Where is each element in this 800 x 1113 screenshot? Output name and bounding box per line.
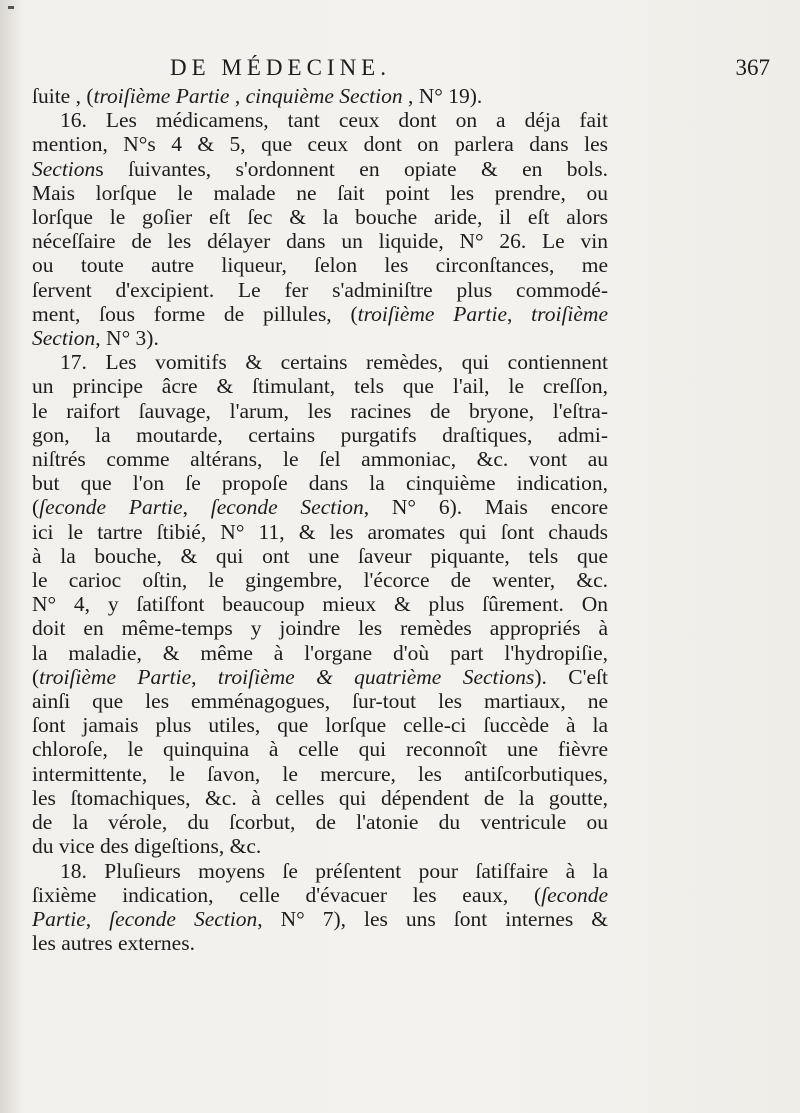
text-line: chloroſe, le quinquina à celle qui reconnoît une fièvre — [32, 737, 608, 762]
text-line: (ſeconde Partie, ſeconde Section, N° 6). Mais encore — [32, 495, 609, 520]
text-line: (troiſième Partie, troiſième & quatrième Sections). C'eſt — [32, 664, 608, 689]
text-line: Section, N° 3). — [32, 326, 159, 351]
text-line: ſixième indication, celle d'évacuer les eaux, (ſeconde — [32, 882, 608, 907]
text-line: ſont jamais plus utiles, que lorſque celle-ci ſuccède à la — [32, 713, 608, 738]
paragraph-continuation — [32, 84, 608, 108]
running-title: DE MÉDECINE. — [170, 55, 391, 80]
text-line — [32, 859, 608, 883]
text-line: ſervent d'excipient. Le fer s'adminiſtre plus commodé- — [32, 277, 608, 302]
text-line: ici le tartre ſtibié, N° 11, & les aromates qui ſont chauds — [32, 519, 608, 544]
text-line: le raifort ſauvage, l'arum, les racines de bryone, l'eſtra- — [32, 398, 608, 423]
text-line: néceſſaire de les délayer dans un liquide, N° 26. Le vin — [32, 229, 608, 254]
text-line: les autres externes. — [32, 931, 195, 956]
paragraph-number: 18. — [60, 858, 87, 883]
text-line: ainſi que les emménagogues, ſur-tout les martiaux, ne — [32, 689, 608, 714]
paragraph-number: 16. — [60, 108, 87, 133]
paragraph-17 — [32, 350, 608, 858]
text-line: Mais lorſque le malade ne ſait point les prendre, ou — [32, 180, 608, 205]
body-text — [32, 84, 608, 955]
text-line: Partie, ſeconde Section, N° 7), les uns ſont internes & — [32, 906, 609, 931]
text-line: à la bouche, & qui ont une ſaveur piquante, tels que — [32, 543, 608, 568]
text-line — [32, 108, 608, 132]
page-header — [30, 55, 770, 87]
text-line: de la vérole, du ſcorbut, de l'atonie du ventricule ou — [32, 810, 608, 835]
text-line: niſtrés comme altérans, le ſel ammoniac, &c. vont au — [32, 447, 608, 472]
text-line: mention, N°s 4 & 5, que ceux dont on parlera dans les — [32, 132, 608, 157]
text-line — [32, 350, 608, 374]
text-line: N° 4, y ſatiſfont beaucoup mieux & plus ſûrement. On — [32, 592, 608, 617]
text-line: ment, ſous forme de pillules, (troiſième Partie, troiſième — [32, 301, 608, 326]
page-number: 367 — [735, 55, 770, 80]
text-line-content: Les vomitifs & certains remèdes, qui contiennent — [105, 350, 608, 375]
page-edge-mark — [8, 6, 14, 9]
text-line: intermittente, le ſavon, le mercure, les antiſcorbutiques, — [32, 761, 608, 786]
text-line-content: Pluſieurs moyens ſe préſentent pour ſatiſfaire à la — [104, 858, 609, 883]
text-line: gon, la moutarde, certains purgatifs draſtiques, admi- — [32, 422, 608, 447]
text-line: ou toute autre liqueur, ſelon les circonſtances, me — [32, 253, 608, 278]
text-line: la maladie, & même à l'organe d'où part l'hydropiſie, — [32, 640, 608, 665]
text-line: les ſtomachiques, &c. à celles qui dépendent de la goutte, — [32, 785, 608, 810]
text-line: un principe âcre & ſtimulant, tels que l'ail, le creſſon, — [32, 374, 608, 399]
text-line: doit en même-temps y joindre les remèdes appropriés à — [32, 616, 608, 641]
paragraph-16 — [32, 108, 608, 350]
paragraph-number: 17. — [60, 350, 87, 375]
text-line: du vice des digeſtions, &c. — [32, 834, 262, 859]
text-line: ſuite , (troiſième Partie , cinquième Section , N° 19). — [32, 84, 483, 108]
text-line: but que l'on ſe propoſe dans la cinquième indication, — [32, 471, 608, 496]
text-line: le carioc oſtin, le gingembre, l'écorce de wenter, &c. — [32, 568, 608, 593]
paragraph-18 — [32, 859, 608, 956]
text-line: lorſque le goſier eſt ſec & la bouche aride, il eſt alors — [32, 205, 608, 230]
text-line-content: Les médicamens, tant ceux dont on a déja fait — [105, 108, 608, 133]
text-line: Sections ſuivantes, s'ordonnent en opiate & en bols. — [32, 156, 608, 181]
